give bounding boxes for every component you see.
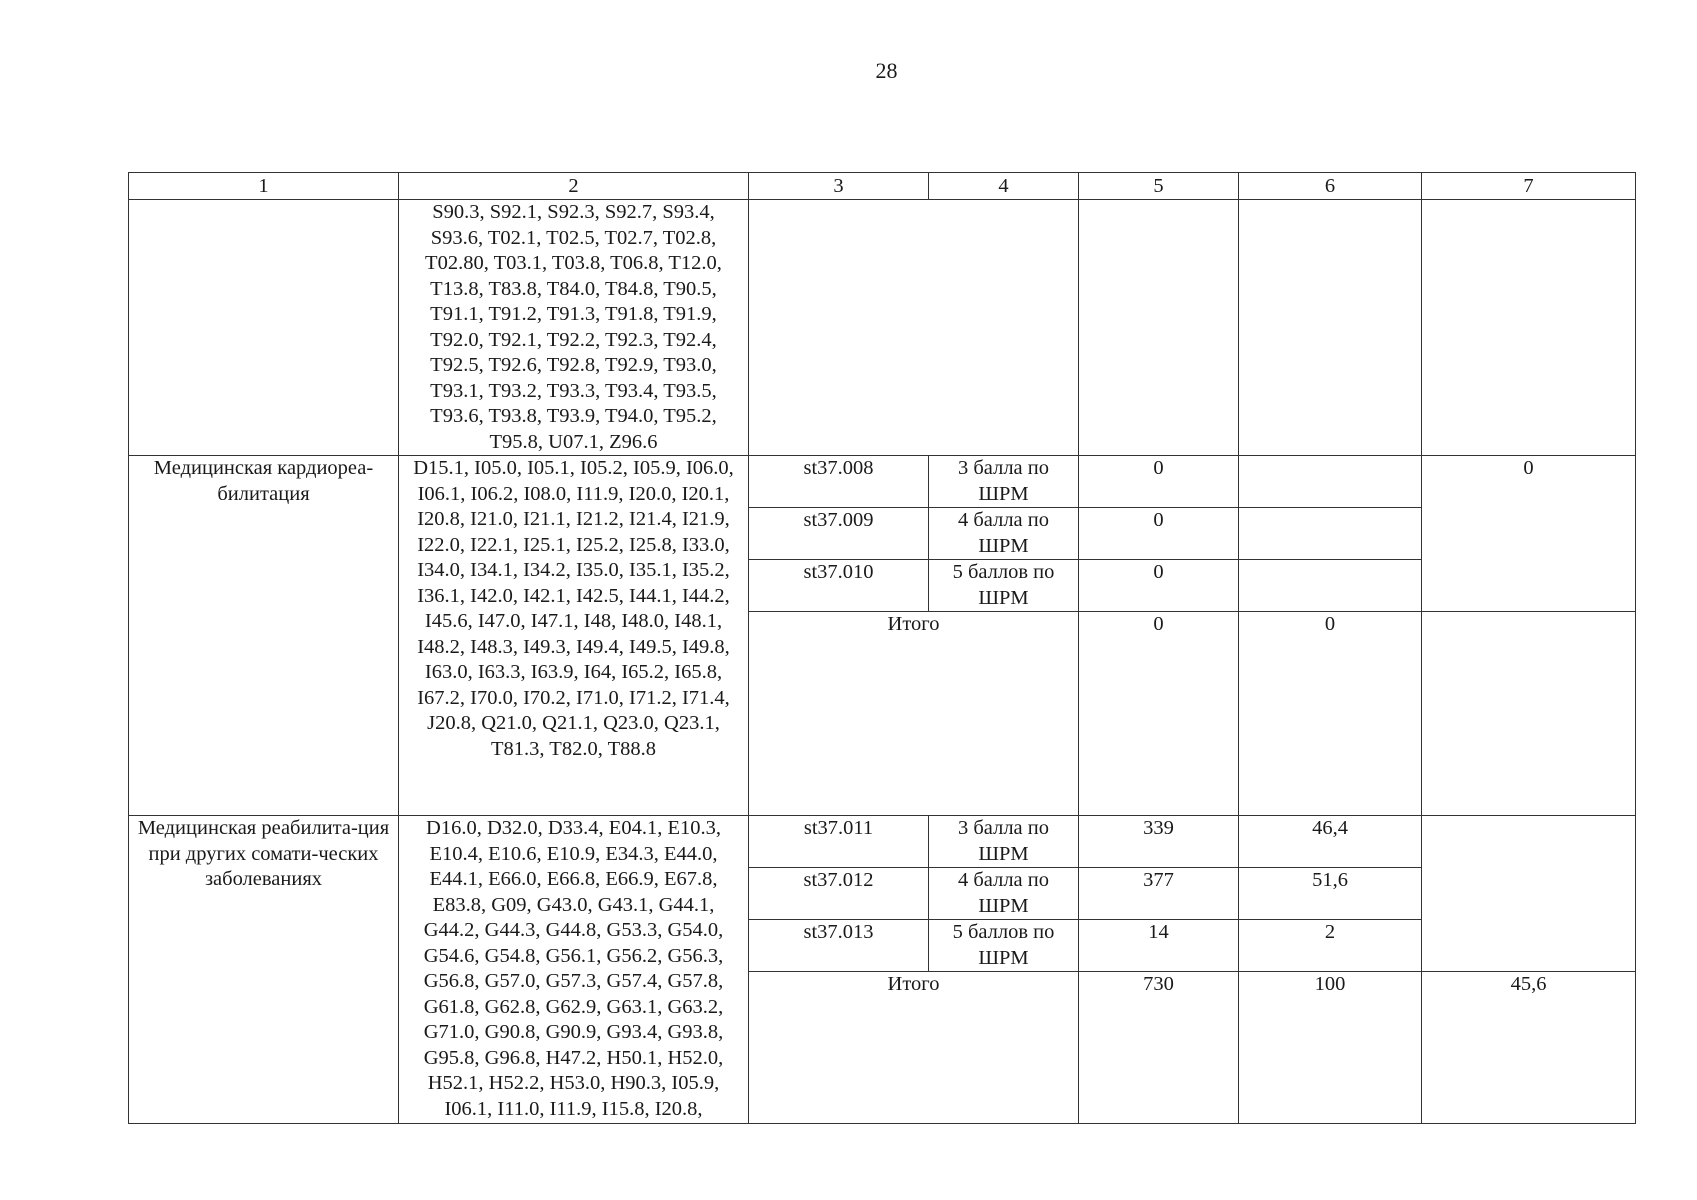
total-label: Итого bbox=[749, 612, 1079, 816]
total-value: 45,6 bbox=[1422, 972, 1636, 1124]
value-cell: 0 bbox=[1079, 508, 1239, 560]
column-number: 2 bbox=[399, 173, 749, 200]
score-cell: 3 балла по ШРМ bbox=[929, 816, 1079, 868]
total-value: 0 bbox=[1079, 612, 1239, 816]
value-cell bbox=[1239, 456, 1422, 508]
value-cell: 51,6 bbox=[1239, 868, 1422, 920]
value-cell bbox=[1422, 816, 1636, 972]
column-number: 5 bbox=[1079, 173, 1239, 200]
ksg-cell bbox=[749, 200, 1079, 456]
value-cell bbox=[1239, 200, 1422, 456]
column-number: 1 bbox=[129, 173, 399, 200]
column-number-row bbox=[129, 173, 1636, 200]
ksg-code-cell: st37.013 bbox=[749, 920, 929, 972]
value-cell: 377 bbox=[1079, 868, 1239, 920]
ksg-code-cell: st37.010 bbox=[749, 560, 929, 612]
column-number: 7 bbox=[1422, 173, 1636, 200]
total-value: 730 bbox=[1079, 972, 1239, 1124]
table-row bbox=[129, 456, 1636, 508]
score-cell: 5 баллов по ШРМ bbox=[929, 920, 1079, 972]
column-number: 4 bbox=[929, 173, 1079, 200]
score-cell: 4 балла по ШРМ bbox=[929, 508, 1079, 560]
column-number: 6 bbox=[1239, 173, 1422, 200]
value-cell: 46,4 bbox=[1239, 816, 1422, 868]
column-number: 3 bbox=[749, 173, 929, 200]
value-cell: 14 bbox=[1079, 920, 1239, 972]
diagnosis-codes-cell: D15.1, I05.0, I05.1, I05.2, I05.9, I06.0, I06.1, I06.2, I08.0, I11.9, I20.0, I20.1, I20.8, I21.0, I21.1, I21.2, I21.4, I21.9, I22.0, I22.1, I25.1, I25.2, I25.8, I33.0, I34.0, I34.1, I34.2, I35.0, I35.1, I35.2, I36.1, I42.0, I42.1, I42.5, I44.1, I44.2, I45.6, I47.0, I47.1, I48, I48.0, I48.1, I48.2, I48.3, I49.3, I49.4, I49.5, I49.8, I63.0, I63.3, I63.9, I64, I65.2, I65.8, I67.2, I70.0, I70.2, I71.0, I71.2, I71.4, J20.8, Q21.0, Q21.1, Q23.0, Q23.1, T81.3, T82.0, T88.8 bbox=[399, 456, 749, 816]
table-row bbox=[129, 200, 1636, 456]
page-number: 28 bbox=[875, 58, 898, 83]
value-cell bbox=[1422, 200, 1636, 456]
condition-cell: Медицинская реабилита-ция при других сомати-ческих заболеваниях bbox=[129, 816, 399, 1124]
value-cell: 0 bbox=[1422, 456, 1636, 612]
condition-cell bbox=[129, 200, 399, 456]
diagnosis-codes-cell: D16.0, D32.0, D33.4, E04.1, E10.3, E10.4, E10.6, E10.9, E34.3, E44.0, E44.1, E66.0, E66.8, E66.9, E67.8, E83.8, G09, G43.0, G43.1, G44.1, G44.2, G44.3, G44.8, G53.3, G54.0, G54.6, G54.8, G56.1, G56.2, G56.3, G56.8, G57.0, G57.3, G57.4, G57.8, G61.8, G62.8, G62.9, G63.1, G63.2, G71.0, G90.8, G90.9, G93.4, G93.8, G95.8, G96.8, H47.2, H50.1, H52.0, H52.1, H52.2, H53.0, H90.3, I05.9, I06.1, I11.0, I11.9, I15.8, I20.8, bbox=[399, 816, 749, 1124]
diagnosis-codes-cell: S90.3, S92.1, S92.3, S92.7, S93.4, S93.6, T02.1, T02.5, T02.7, T02.8, T02.80, T03.1, T03.8, T06.8, T12.0, T13.8, T83.8, T84.0, T84.8, T90.5, T91.1, T91.2, T91.3, T91.8, T91.9, T92.0, T92.1, T92.2, T92.3, T92.4, T92.5, T92.6, T92.8, T92.9, T93.0, T93.1, T93.2, T93.3, T93.4, T93.5, T93.6, T93.8, T93.9, T94.0, T95.2, T95.8, U07.1, Z96.6 bbox=[399, 200, 749, 456]
ksg-code-cell: st37.012 bbox=[749, 868, 929, 920]
total-value: 100 bbox=[1239, 972, 1422, 1124]
value-cell: 2 bbox=[1239, 920, 1422, 972]
ksg-code-cell: st37.008 bbox=[749, 456, 929, 508]
value-cell bbox=[1239, 560, 1422, 612]
condition-cell: Медицинская кардиореа-билитация bbox=[129, 456, 399, 816]
value-cell: 0 bbox=[1079, 560, 1239, 612]
value-cell: 339 bbox=[1079, 816, 1239, 868]
value-cell bbox=[1079, 200, 1239, 456]
ksg-code-cell: st37.009 bbox=[749, 508, 929, 560]
value-cell: 0 bbox=[1079, 456, 1239, 508]
data-table bbox=[128, 172, 1636, 1124]
score-cell: 3 балла по ШРМ bbox=[929, 456, 1079, 508]
total-label: Итого bbox=[749, 972, 1079, 1124]
value-cell bbox=[1239, 508, 1422, 560]
score-cell: 5 баллов по ШРМ bbox=[929, 560, 1079, 612]
total-value: 0 bbox=[1239, 612, 1422, 816]
score-cell: 4 балла по ШРМ bbox=[929, 868, 1079, 920]
total-value bbox=[1422, 612, 1636, 816]
ksg-code-cell: st37.011 bbox=[749, 816, 929, 868]
table-row bbox=[129, 816, 1636, 868]
